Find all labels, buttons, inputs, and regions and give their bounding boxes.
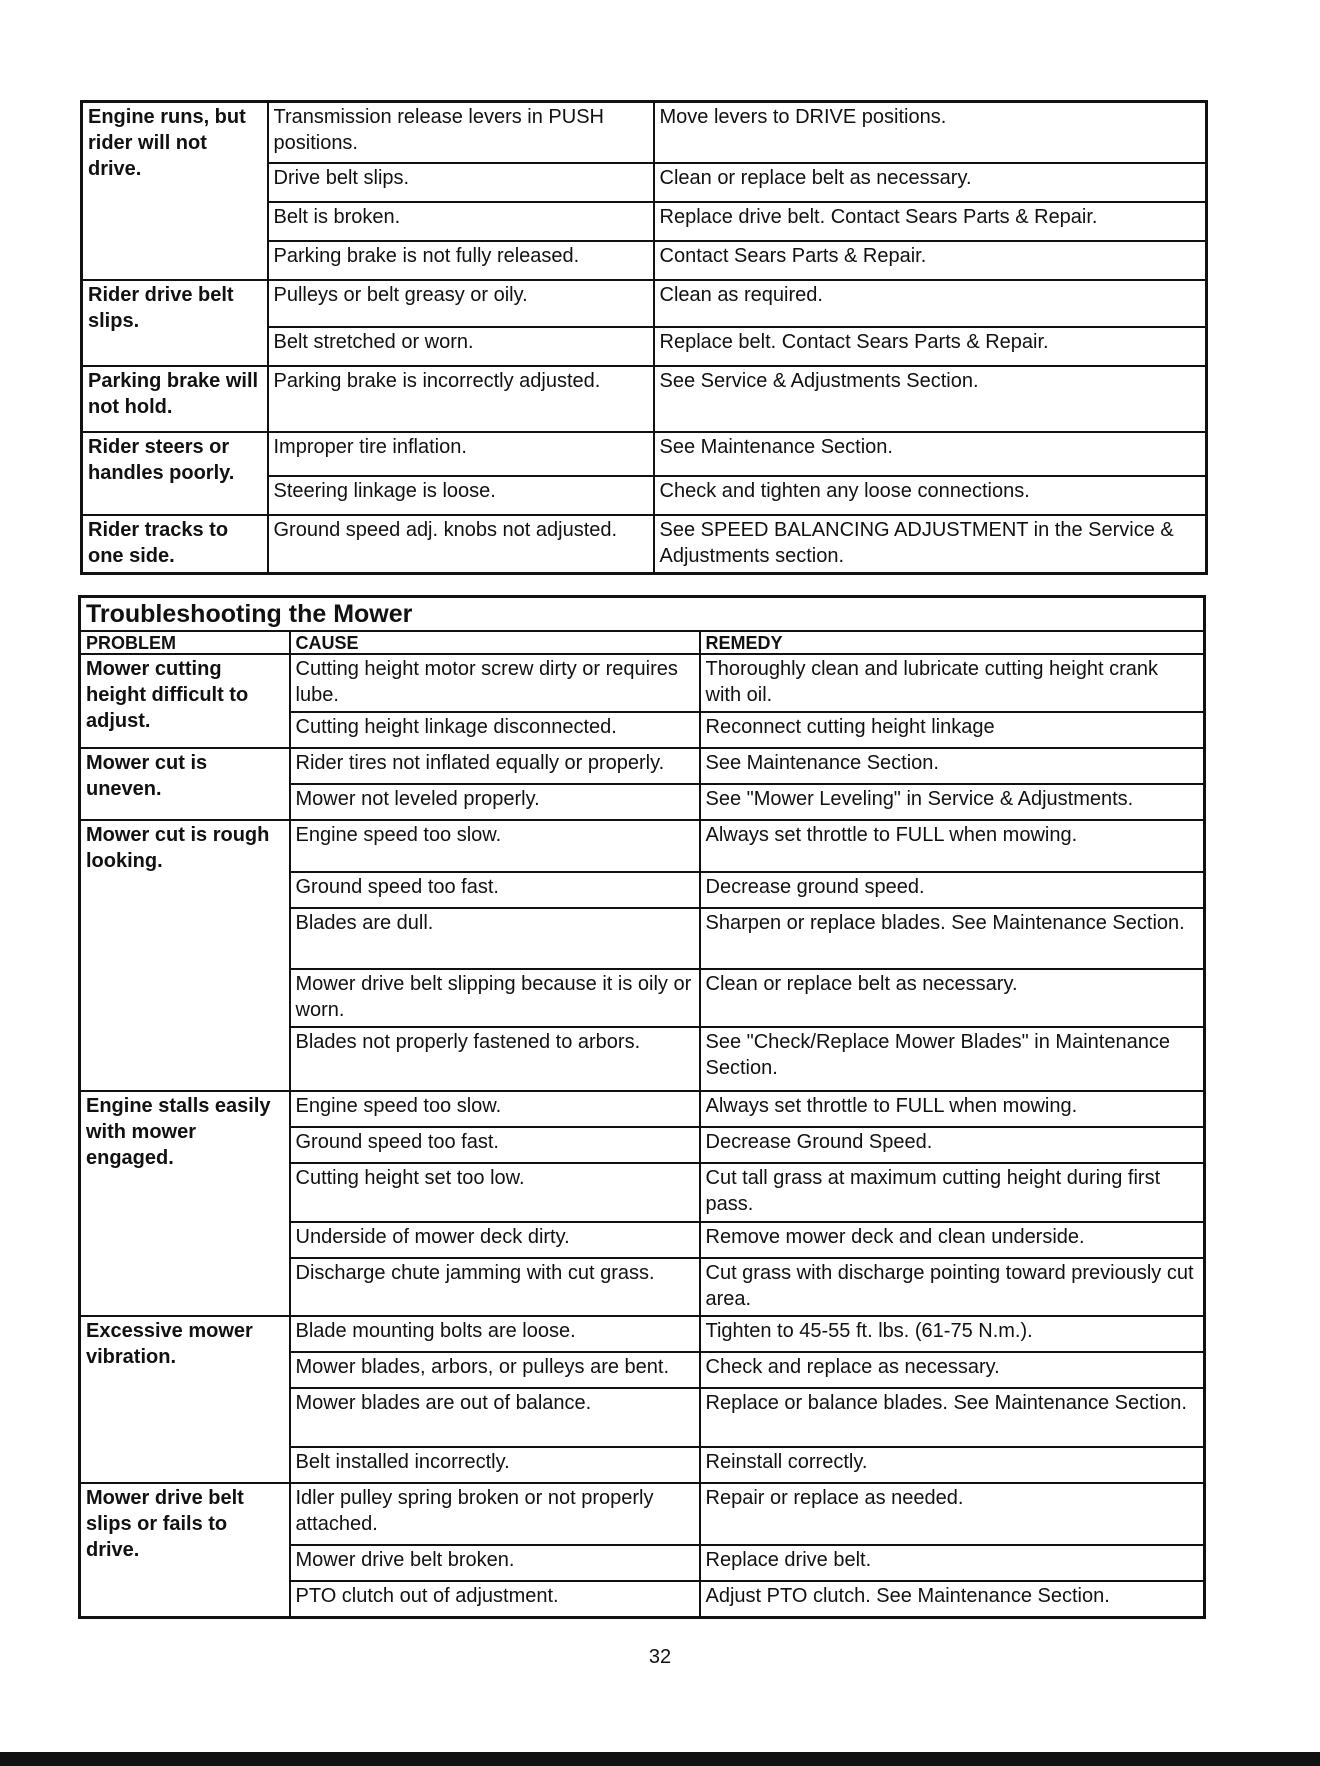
- remedy-cell: Decrease ground speed.: [700, 872, 1205, 908]
- cause-cell: Blades are dull.: [290, 908, 700, 969]
- cause-header: CAUSE: [290, 631, 700, 654]
- table-row: [80, 1091, 1205, 1127]
- cause-cell: PTO clutch out of adjustment.: [290, 1581, 700, 1618]
- cause-cell: Ground speed too fast.: [290, 1127, 700, 1163]
- table-row: [80, 748, 1205, 784]
- problem-cell: Rider tracks to one side.: [82, 515, 268, 574]
- table-row: [80, 1316, 1205, 1352]
- remedy-cell: Replace drive belt. Contact Sears Parts & Repair.: [654, 202, 1207, 241]
- remedy-cell: Replace or balance blades. See Maintenance Section.: [700, 1388, 1205, 1447]
- rider-troubleshooting-table: [80, 100, 1208, 575]
- cause-cell: Rider tires not inflated equally or properly.: [290, 748, 700, 784]
- cause-cell: Improper tire inflation.: [268, 432, 654, 476]
- table-header-row: [80, 631, 1205, 654]
- cause-cell: Belt is broken.: [268, 202, 654, 241]
- remedy-cell: Contact Sears Parts & Repair.: [654, 241, 1207, 280]
- table-row: [82, 102, 1207, 164]
- remedy-cell: Clean or replace belt as necessary.: [654, 163, 1207, 202]
- remedy-cell: Reinstall correctly.: [700, 1447, 1205, 1483]
- table-row: [82, 280, 1207, 327]
- table-row: [82, 515, 1207, 574]
- remedy-cell: See SPEED BALANCING ADJUSTMENT in the Service & Adjustments section.: [654, 515, 1207, 574]
- problem-cell: Engine stalls easily with mower engaged.: [80, 1091, 290, 1316]
- problem-cell: Engine runs, but rider will not drive.: [82, 102, 268, 281]
- problem-cell: Excessive mower vibration.: [80, 1316, 290, 1483]
- cause-cell: Ground speed adj. knobs not adjusted.: [268, 515, 654, 574]
- remedy-cell: Check and tighten any loose connections.: [654, 476, 1207, 515]
- cause-cell: Idler pulley spring broken or not properly attached.: [290, 1483, 700, 1545]
- problem-cell: Mower cut is uneven.: [80, 748, 290, 820]
- cause-cell: Engine speed too slow.: [290, 1091, 700, 1127]
- bottom-border-bar: [0, 1752, 1320, 1766]
- remedy-cell: Move levers to DRIVE positions.: [654, 102, 1207, 164]
- problem-cell: Mower cutting height difficult to adjust.: [80, 654, 290, 748]
- remedy-cell: Clean or replace belt as necessary.: [700, 969, 1205, 1027]
- remedy-cell: Tighten to 45-55 ft. lbs. (61-75 N.m.).: [700, 1316, 1205, 1352]
- remedy-header: REMEDY: [700, 631, 1205, 654]
- page-number: 32: [648, 1646, 672, 1668]
- remedy-cell: Sharpen or replace blades. See Maintenance Section.: [700, 908, 1205, 969]
- problem-cell: Rider drive belt slips.: [82, 280, 268, 366]
- cause-cell: Transmission release levers in PUSH positions.: [268, 102, 654, 164]
- remedy-cell: See "Check/Replace Mower Blades" in Maintenance Section.: [700, 1027, 1205, 1091]
- remedy-cell: Cut grass with discharge pointing toward previously cut area.: [700, 1258, 1205, 1316]
- remedy-cell: Remove mower deck and clean underside.: [700, 1222, 1205, 1258]
- remedy-cell: See Service & Adjustments Section.: [654, 366, 1207, 432]
- problem-cell: Rider steers or handles poorly.: [82, 432, 268, 515]
- mower-troubleshooting-table: [78, 595, 1206, 1619]
- cause-cell: Cutting height motor screw dirty or requires lube.: [290, 654, 700, 712]
- remedy-cell: Clean as required.: [654, 280, 1207, 327]
- remedy-cell: Check and replace as necessary.: [700, 1352, 1205, 1388]
- cause-cell: Blades not properly fastened to arbors.: [290, 1027, 700, 1091]
- problem-cell: Mower drive belt slips or fails to drive.: [80, 1483, 290, 1618]
- cause-cell: Cutting height set too low.: [290, 1163, 700, 1222]
- remedy-cell: Replace drive belt.: [700, 1545, 1205, 1581]
- remedy-cell: Always set throttle to FULL when mowing.: [700, 820, 1205, 872]
- cause-cell: Mower drive belt broken.: [290, 1545, 700, 1581]
- cause-cell: Belt installed incorrectly.: [290, 1447, 700, 1483]
- cause-cell: Mower blades are out of balance.: [290, 1388, 700, 1447]
- remedy-cell: Cut tall grass at maximum cutting height during first pass.: [700, 1163, 1205, 1222]
- cause-cell: Parking brake is not fully released.: [268, 241, 654, 280]
- cause-cell: Steering linkage is loose.: [268, 476, 654, 515]
- remedy-cell: Adjust PTO clutch. See Maintenance Section.: [700, 1581, 1205, 1618]
- table-row: [82, 432, 1207, 476]
- table-row: [80, 820, 1205, 872]
- problem-cell: Parking brake will not hold.: [82, 366, 268, 432]
- table-row: [80, 654, 1205, 712]
- cause-cell: Blade mounting bolts are loose.: [290, 1316, 700, 1352]
- cause-cell: Drive belt slips.: [268, 163, 654, 202]
- remedy-cell: Always set throttle to FULL when mowing.: [700, 1091, 1205, 1127]
- table-title-row: [80, 597, 1205, 632]
- cause-cell: Underside of mower deck dirty.: [290, 1222, 700, 1258]
- remedy-cell: Repair or replace as needed.: [700, 1483, 1205, 1545]
- cause-cell: Mower drive belt slipping because it is oily or worn.: [290, 969, 700, 1027]
- problem-header: PROBLEM: [80, 631, 290, 654]
- remedy-cell: See Maintenance Section.: [700, 748, 1205, 784]
- table-row: [82, 366, 1207, 432]
- cause-cell: Parking brake is incorrectly adjusted.: [268, 366, 654, 432]
- remedy-cell: Reconnect cutting height linkage: [700, 712, 1205, 748]
- remedy-cell: Thoroughly clean and lubricate cutting height crank with oil.: [700, 654, 1205, 712]
- cause-cell: Mower not leveled properly.: [290, 784, 700, 820]
- cause-cell: Cutting height linkage disconnected.: [290, 712, 700, 748]
- remedy-cell: See Maintenance Section.: [654, 432, 1207, 476]
- remedy-cell: See "Mower Leveling" in Service & Adjustments.: [700, 784, 1205, 820]
- remedy-cell: Decrease Ground Speed.: [700, 1127, 1205, 1163]
- cause-cell: Pulleys or belt greasy or oily.: [268, 280, 654, 327]
- table-row: [80, 1483, 1205, 1545]
- cause-cell: Discharge chute jamming with cut grass.: [290, 1258, 700, 1316]
- problem-cell: Mower cut is rough looking.: [80, 820, 290, 1091]
- remedy-cell: Replace belt. Contact Sears Parts & Repair.: [654, 327, 1207, 366]
- cause-cell: Ground speed too fast.: [290, 872, 700, 908]
- cause-cell: Engine speed too slow.: [290, 820, 700, 872]
- cause-cell: Belt stretched or worn.: [268, 327, 654, 366]
- cause-cell: Mower blades, arbors, or pulleys are bent.: [290, 1352, 700, 1388]
- table-title: Troubleshooting the Mower: [80, 597, 1205, 632]
